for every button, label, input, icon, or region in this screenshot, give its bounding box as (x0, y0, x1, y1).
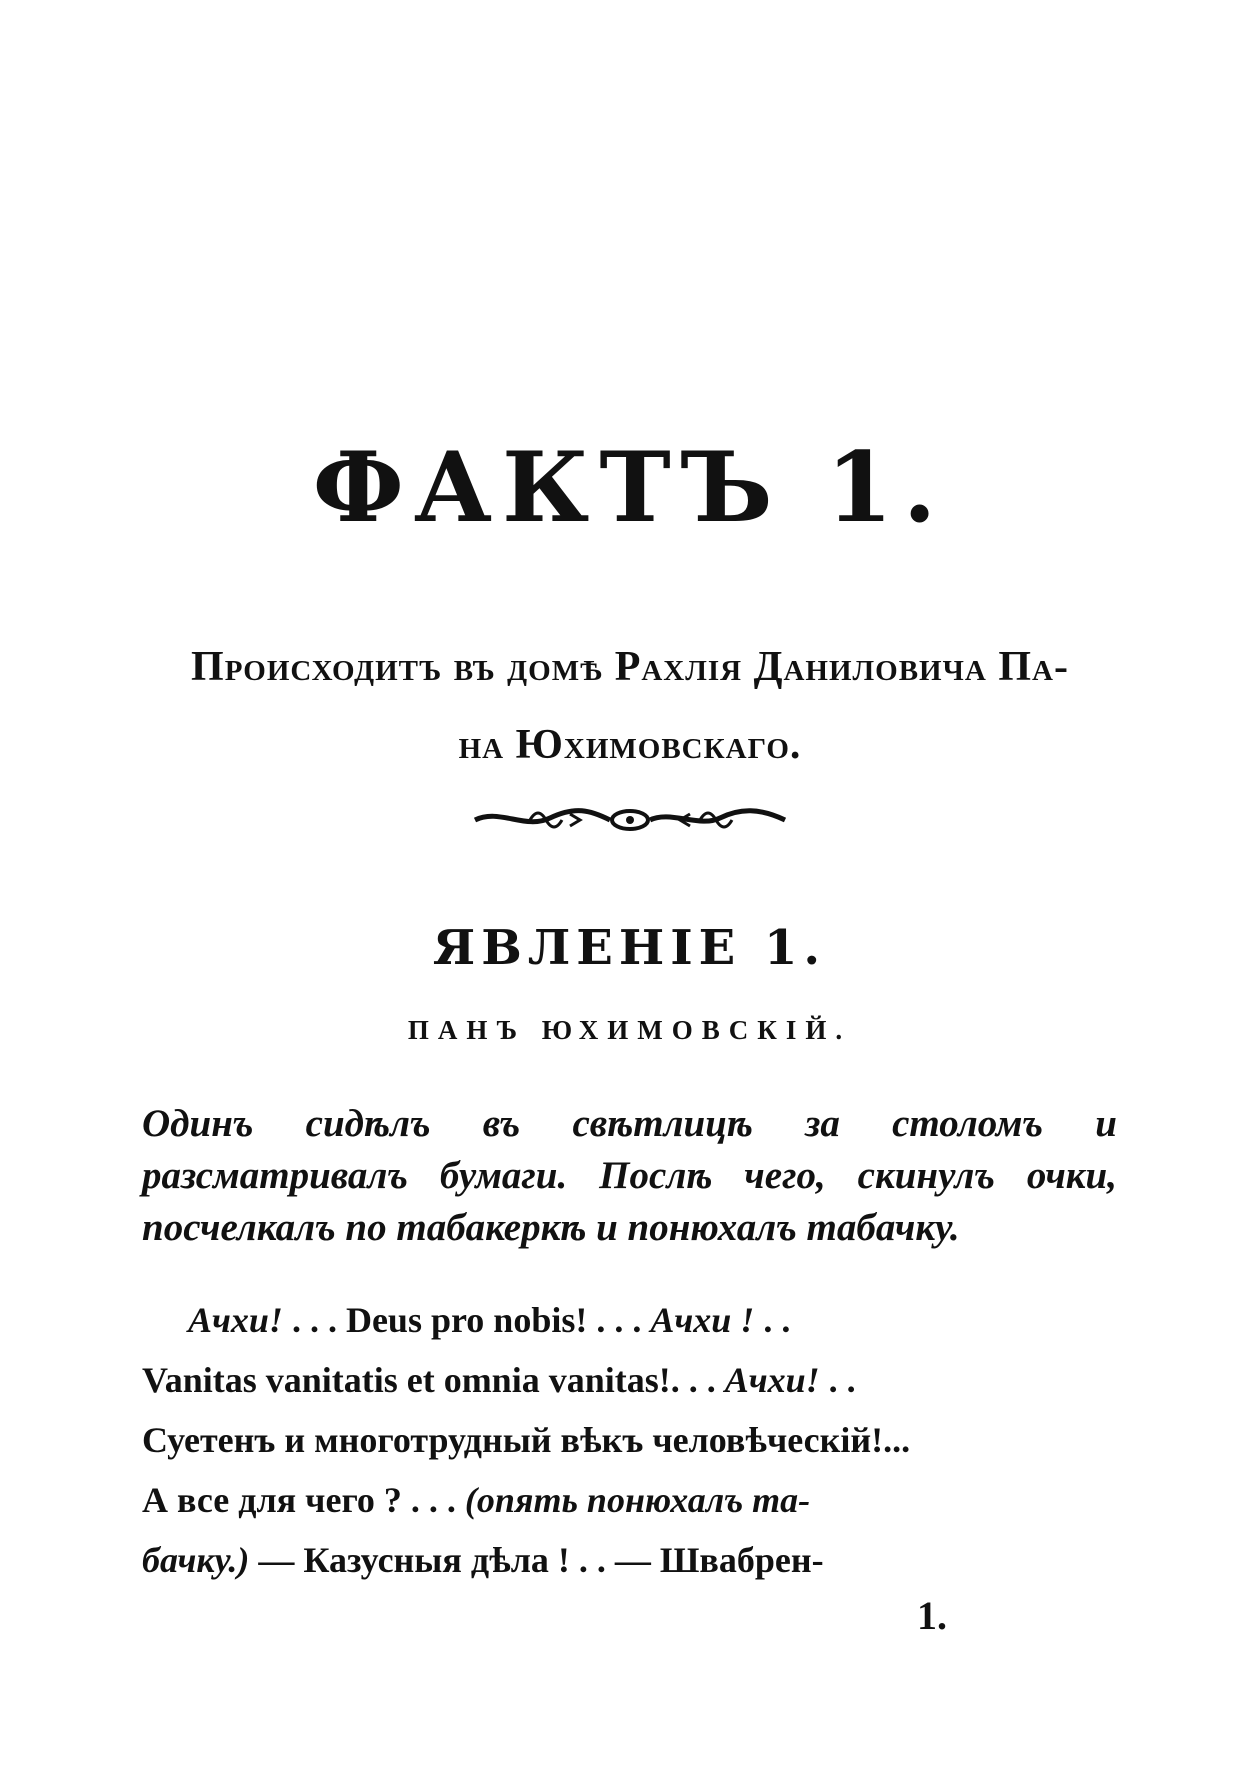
page-number: 1. (917, 1593, 947, 1638)
character-name: ПАНЪ ЮХИМОВСКІЙ. (407, 1015, 852, 1045)
speech-italic: Ачхи! (724, 1360, 820, 1400)
setting-text (140, 628, 1120, 784)
speech-line-2 (142, 1350, 1117, 1410)
speech-roman: . . . Deus pro nobis! . . . (282, 1300, 651, 1340)
speech-line-5 (142, 1530, 1117, 1590)
stage-direction: Одинъ сидѣлъ въ свѣтлицѣ за столомъ и разсматривалъ бумаги. Послѣ чего, скинулъ очки, посчелкалъ по табакеркѣ и понюхалъ табачку. (142, 1102, 1117, 1249)
scene-title: ЯВЛЕНІЕ 1. (432, 920, 827, 976)
speech-roman: . . (754, 1300, 791, 1340)
ornamental-divider-icon (470, 800, 790, 840)
speech-line-1 (142, 1290, 1117, 1350)
speech-italic: (опять понюхалъ та- (464, 1480, 811, 1520)
speech-line-3: Суетенъ и многотрудный вѣкъ человѣческій!... (142, 1420, 911, 1460)
speech-roman: — Казусныя дѣла ! . . — Швабрен- (249, 1540, 824, 1580)
page-title: ФАКТЪ 1. (312, 431, 947, 544)
speech-text (142, 1290, 1117, 1590)
speech-italic: Ачхи! (188, 1300, 283, 1340)
speech-italic: бачку.) (142, 1540, 250, 1580)
speech-roman: Vanitas vanitatis et omnia vanitas!. . . (142, 1360, 725, 1400)
setting-line-2: на Юхимовскаго. (458, 722, 802, 768)
speech-roman: А все для чего ? . . . (142, 1480, 465, 1520)
speech-line-4 (142, 1470, 1117, 1530)
speech-roman: . . (819, 1360, 856, 1400)
setting-line-1: Происходитъ въ домѣ Рахлія Даниловича Па- (191, 644, 1069, 690)
speech-italic: Ачхи ! (650, 1300, 755, 1340)
